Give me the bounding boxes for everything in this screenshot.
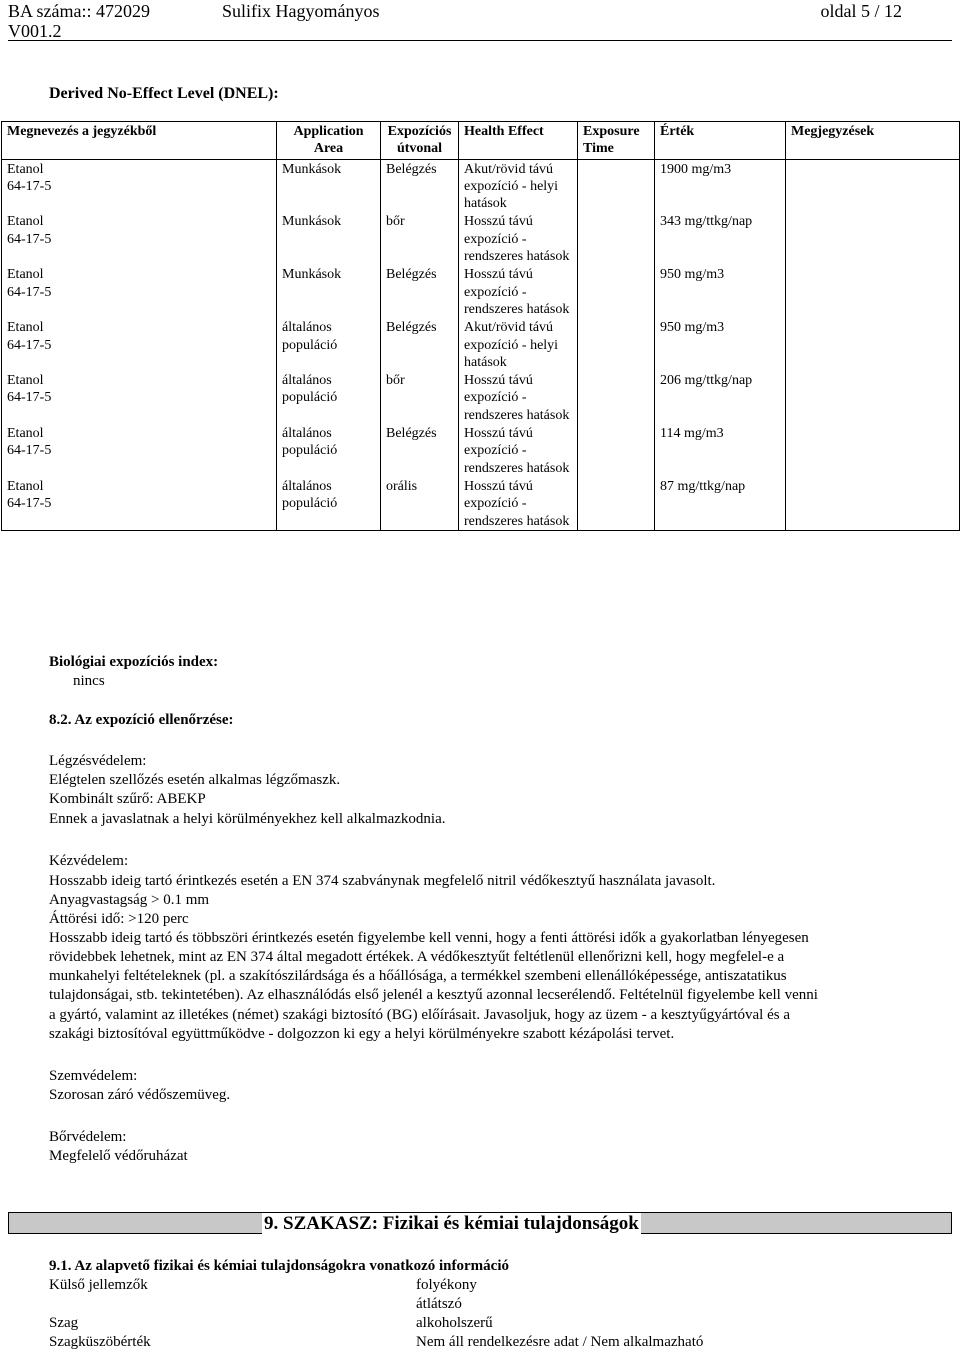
eye-text: Szorosan záró védőszemüveg.	[49, 1087, 231, 1103]
eye-title: Szemvédelem:	[49, 1068, 138, 1084]
property-label: Szag	[49, 1315, 79, 1331]
exposure-time-cell	[578, 159, 655, 212]
hand-line: Anyagvastagság > 0.1 mm	[49, 892, 210, 908]
cas-number: 64-17-5	[7, 231, 52, 247]
col-header-area: Application Area	[277, 122, 381, 160]
property-label: Szagküszöbérték	[49, 1334, 151, 1350]
hand-title: Kézvédelem:	[49, 853, 129, 869]
remarks-cell	[786, 477, 960, 530]
exposure-route: Belégzés	[386, 426, 437, 442]
health-effect: Hosszú távú expozíció - rendszeres hatások	[464, 214, 570, 265]
remarks-cell	[786, 159, 960, 212]
col-header-effect: Health Effect	[459, 122, 578, 160]
section-8-2-title: 8.2. Az expozíció ellenőrzése:	[49, 712, 234, 728]
substance-name-cell	[2, 159, 277, 212]
health-effect: Hosszú távú expozíció - rendszeres hatások	[464, 478, 570, 529]
hand-line: rövidebbek lehetnek, mint az EN 374 által megadott értékek. A védőkesztyűt feltétlenül ellenőrizni kell, hogy megfelel-e a	[49, 949, 785, 965]
hand-line: Hosszabb ideig tartó és többszöri érintkezés esetén figyelembe kell venni, hogy a fenti áttörési idők a gyakorlatban lényegesen	[49, 930, 809, 946]
exposure-time-cell	[578, 318, 655, 371]
ba-number: BA száma:: 472029	[8, 1, 150, 21]
table-row	[2, 318, 960, 371]
application-area: Munkások	[282, 267, 342, 283]
dnel-table	[1, 121, 960, 531]
remarks-cell	[786, 371, 960, 424]
substance-name: Etanol	[7, 478, 44, 494]
hand-line: Áttörési idő: >120 perc	[49, 911, 189, 927]
dnel-value: 343 mg/ttkg/nap	[660, 214, 753, 230]
health-effect: Hosszú távú expozíció - rendszeres hatások	[464, 267, 570, 317]
hand-line: munkahelyi feltételeknek (pl. a szakítószilárdsága és a hőállósága, a termékkel szembeni ellenállóképessége, antiszatatikus	[49, 968, 787, 984]
table-row	[2, 477, 960, 530]
bio-index-title: Biológiai expozíciós index:	[49, 654, 219, 670]
remarks-cell	[786, 424, 960, 477]
health-effect-cell	[459, 424, 578, 477]
application-area: általános populáció	[282, 426, 338, 459]
exposure-route-cell	[381, 265, 459, 318]
remarks-cell	[786, 212, 960, 265]
skin-text: Megfelelő védőruházat	[49, 1148, 188, 1164]
hand-line: a gyártó, valamint az illetékes (német) szakági biztosító (BG) előírásait. Javasoljuk, hogy az üzem - a kesztyűgyártóval és a	[49, 1007, 790, 1023]
cas-number: 64-17-5	[7, 496, 52, 512]
health-effect: Akut/rövid távú expozíció - helyi hatások	[464, 320, 559, 370]
cas-number: 64-17-5	[7, 390, 52, 406]
section-9-1-title: 9.1. Az alapvető fizikai és kémiai tulajdonságokra vonatkozó információ	[49, 1258, 509, 1274]
substance-name: Etanol	[7, 426, 44, 442]
table-row	[2, 212, 960, 265]
dnel-value-cell	[655, 424, 786, 477]
dnel-value: 1900 mg/m3	[660, 161, 732, 177]
substance-name: Etanol	[7, 267, 44, 283]
dnel-value: 950 mg/m3	[660, 267, 725, 283]
table-row	[2, 424, 960, 477]
hand-line: Hosszabb ideig tartó érintkezés esetén a EN 374 szabványnak megfelelő nitril védőkesztyű használata javasolt.	[49, 873, 716, 889]
dnel-value-cell	[655, 371, 786, 424]
table-row	[2, 265, 960, 318]
dnel-table-body	[2, 159, 960, 530]
property-label: Külső jellemzők	[49, 1277, 148, 1293]
dnel-value: 114 mg/m3	[660, 426, 724, 442]
section-9-banner	[8, 1212, 952, 1234]
health-effect: Hosszú távú expozíció - rendszeres hatások	[464, 426, 570, 476]
product-name: Sulifix Hagyományos	[222, 1, 380, 21]
dnel-value-cell	[655, 212, 786, 265]
col-header-notes: Megjegyzések	[786, 122, 960, 160]
substance-name: Etanol	[7, 320, 44, 336]
dnel-value-cell	[655, 265, 786, 318]
col-header-value: Érték	[655, 122, 786, 160]
bio-index-value: nincs	[73, 673, 105, 689]
exposure-route: bőr	[386, 214, 405, 230]
application-area: Munkások	[282, 214, 342, 230]
dnel-title: Derived No-Effect Level (DNEL):	[49, 85, 279, 102]
table-header-row	[2, 122, 960, 160]
cas-number: 64-17-5	[7, 284, 52, 300]
dnel-value-cell	[655, 318, 786, 371]
cas-number: 64-17-5	[7, 337, 52, 353]
application-area-cell	[277, 212, 381, 265]
substance-name-cell	[2, 424, 277, 477]
application-area: általános populáció	[282, 478, 338, 512]
dnel-value-cell	[655, 159, 786, 212]
page-header	[8, 0, 952, 41]
exposure-route: Belégzés	[386, 161, 437, 177]
property-value: folyékony	[416, 1277, 477, 1293]
property-value: átlátszó	[416, 1296, 462, 1312]
substance-name: Etanol	[7, 214, 44, 230]
application-area-cell	[277, 477, 381, 530]
exposure-time-cell	[578, 477, 655, 530]
exposure-route-cell	[381, 212, 459, 265]
page-number: oldal 5 / 12	[820, 1, 902, 21]
respiratory-line: Elégtelen szellőzés esetén alkalmas légzőmaszk.	[49, 772, 341, 788]
health-effect: Hosszú távú expozíció - rendszeres hatások	[464, 373, 570, 423]
exposure-route: orális	[386, 478, 418, 494]
col-header-time: Exposure Time	[578, 122, 655, 160]
application-area-cell	[277, 424, 381, 477]
application-area-cell	[277, 371, 381, 424]
dnel-value-cell	[655, 477, 786, 530]
application-area: általános populáció	[282, 373, 338, 406]
property-value: Nem áll rendelkezésre adat / Nem alkalmazható	[416, 1334, 704, 1350]
skin-title: Bőrvédelem:	[49, 1129, 127, 1145]
substance-name-cell	[2, 318, 277, 371]
application-area: általános populáció	[282, 320, 338, 353]
exposure-route-cell	[381, 371, 459, 424]
section-9-title: 9. SZAKASZ: Fizikai és kémiai tulajdonságok	[264, 1213, 639, 1234]
remarks-cell	[786, 265, 960, 318]
health-effect-cell	[459, 371, 578, 424]
property-value: alkoholszerű	[416, 1315, 493, 1331]
cas-number: 64-17-5	[7, 178, 52, 194]
application-area: Munkások	[282, 161, 342, 177]
health-effect-cell	[459, 159, 578, 212]
hand-line: szakági biztosítóval együttműködve - dolgozzon ki egy a helyi körülményekre szabott kézápolási tervet.	[49, 1026, 675, 1042]
remarks-cell	[786, 318, 960, 371]
substance-name: Etanol	[7, 161, 44, 177]
dnel-value: 950 mg/m3	[660, 320, 725, 336]
substance-name-cell	[2, 265, 277, 318]
exposure-route: Belégzés	[386, 267, 437, 283]
table-row	[2, 159, 960, 212]
exposure-route: Belégzés	[386, 320, 437, 336]
application-area-cell	[277, 318, 381, 371]
respiratory-title: Légzésvédelem:	[49, 753, 147, 769]
dnel-value: 206 mg/ttkg/nap	[660, 373, 753, 389]
health-effect-cell	[459, 477, 578, 530]
exposure-route-cell	[381, 318, 459, 371]
col-header-name: Megnevezés a jegyzékből	[2, 122, 277, 160]
dnel-value: 87 mg/ttkg/nap	[660, 478, 746, 494]
substance-name: Etanol	[7, 373, 44, 389]
health-effect-cell	[459, 318, 578, 371]
cas-number: 64-17-5	[7, 443, 52, 459]
col-header-route: Expozíciós útvonal	[381, 122, 459, 160]
application-area-cell	[277, 265, 381, 318]
hand-line: tulajdonságai, stb. tekintetében). Az elhasználódás első jelenél a kesztyű azonnal lecserélendő. Feltételnül figyelembe kell venni	[49, 987, 818, 1003]
exposure-time-cell	[578, 424, 655, 477]
application-area-cell	[277, 159, 381, 212]
exposure-route-cell	[381, 477, 459, 530]
health-effect: Akut/rövid távú expozíció - helyi hatások	[464, 161, 559, 212]
version: V001.2	[8, 21, 62, 41]
respiratory-line: Kombinált szűrő: ABEKP	[49, 791, 206, 807]
substance-name-cell	[2, 212, 277, 265]
health-effect-cell	[459, 212, 578, 265]
substance-name-cell	[2, 477, 277, 530]
table-row	[2, 371, 960, 424]
health-effect-cell	[459, 265, 578, 318]
exposure-time-cell	[578, 212, 655, 265]
exposure-route: bőr	[386, 373, 405, 389]
substance-name-cell	[2, 371, 277, 424]
respiratory-line: Ennek a javaslatnak a helyi körülményekhez kell alkalmazkodnia.	[49, 811, 446, 827]
exposure-time-cell	[578, 371, 655, 424]
exposure-time-cell	[578, 265, 655, 318]
exposure-route-cell	[381, 424, 459, 477]
exposure-route-cell	[381, 159, 459, 212]
